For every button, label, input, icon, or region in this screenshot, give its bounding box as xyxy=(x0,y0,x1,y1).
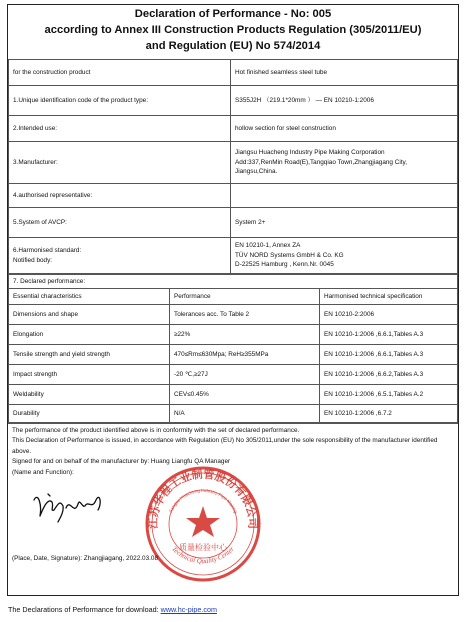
document-title xyxy=(8,5,458,59)
manufacturer-country: Jiangsu,China. xyxy=(235,168,278,176)
table-row xyxy=(9,365,458,385)
column-header: Performance xyxy=(170,289,320,305)
table-header-row xyxy=(9,289,458,305)
column-header: Harmonised technical specification xyxy=(320,289,458,305)
table-row xyxy=(9,86,458,116)
specification-cell: EN 10210-2:2006 xyxy=(320,305,458,325)
specification-cell: EN 10210-1:2006 ,6.6.1,Tables A.3 xyxy=(320,345,458,365)
stamp-ring-text: 江苏华程工业制管股份有限公司 xyxy=(146,467,260,529)
row-value xyxy=(231,238,458,274)
notified-body-address: D-22525 Hamburg , Kenn.Nr. 0045 xyxy=(235,261,334,269)
table-row xyxy=(9,405,458,423)
row-value xyxy=(231,184,458,208)
table-row xyxy=(9,208,458,238)
specification-cell: EN 10210-1:2006 ,6.6.2,Tables A.3 xyxy=(320,365,458,385)
row-value: hollow section for steel construction xyxy=(231,116,458,142)
handwritten-signature xyxy=(30,486,110,528)
characteristic-cell: Weldability xyxy=(9,385,170,405)
manufacturer-address: Add:337,RenMin Road(E),Tangqiao Town,Zhangjiagang City, xyxy=(235,158,408,166)
place-date-signature: (Place, Date, Signature): Zhangjiagang, 2022.03.08 xyxy=(12,555,159,562)
stamp-center-text: 质量检验中心 xyxy=(179,543,227,552)
table-row xyxy=(9,142,458,184)
row-value: Hot finished seamless steel tube xyxy=(231,60,458,86)
responsibility-statement: This Declaration of Performance is issued, in accordance with Regulation (EU) No 305/2011,under the sole responsibility of the manufacturer identified above. xyxy=(12,437,438,455)
row-value: System 2+ xyxy=(231,208,458,238)
product-info-table xyxy=(8,59,458,274)
row-label: for the construction product xyxy=(9,60,231,86)
stamp-english-ring-text: Jiangsu Huacheng Industry Pipe Making xyxy=(167,487,239,514)
star-icon xyxy=(186,506,220,537)
declaration-sheet xyxy=(7,4,459,596)
row-value: S355J2H （219.1*20mm ） — EN 10210-1:2006 xyxy=(231,86,458,116)
name-function-label: (Name and Function): xyxy=(12,468,74,476)
characteristic-cell: Elongation xyxy=(9,325,170,345)
specification-cell: EN 10210-1:2006 ,6.7.2 xyxy=(320,405,458,423)
signatory-line: Signed for and on behalf of the manufacturer by: Huang Liangfu QA Manager xyxy=(12,458,231,466)
title-line-3: and Regulation (EU) No 574/2014 xyxy=(145,40,321,52)
row-label: 3.Manufacturer: xyxy=(9,142,231,184)
table-row xyxy=(9,60,458,86)
row-label: 2.Intended use: xyxy=(9,116,231,142)
table-row xyxy=(9,184,458,208)
performance-cell: 470≤Rm≤630Mpa; ReH≥355MPa xyxy=(170,345,320,365)
title-line-1: Declaration of Performance - No: 005 xyxy=(134,8,332,20)
specification-cell: EN 10210-1:2006 ,6.6.1,Tables A.3 xyxy=(320,325,458,345)
manufacturer-name: Jiangsu Huacheng Industry Pipe Making Corporation xyxy=(235,149,385,157)
notified-body-label: Notified body: xyxy=(13,256,53,264)
performance-cell: CEV≤0.45% xyxy=(170,385,320,405)
performance-cell: -20 ℃,≥27J xyxy=(170,365,320,385)
characteristic-cell: Impact strength xyxy=(9,365,170,385)
performance-table xyxy=(8,274,458,423)
row-value xyxy=(231,142,458,184)
performance-cell: ≥22% xyxy=(170,325,320,345)
notified-body-name: TÜV NORD Systems GmbH & Co. KG xyxy=(235,251,344,259)
stamp-bottom-text: Technical Quality Center xyxy=(170,544,236,566)
characteristic-cell: Durability xyxy=(9,405,170,423)
footer-note xyxy=(8,605,217,614)
table-row xyxy=(9,275,458,289)
standard-value: EN 10210-1, Annex ZA xyxy=(235,242,301,250)
website-link[interactable]: www.hc-pipe.com xyxy=(160,605,217,614)
table-row xyxy=(9,305,458,325)
table-row xyxy=(9,116,458,142)
performance-cell: N/A xyxy=(170,405,320,423)
table-row xyxy=(9,325,458,345)
conformity-statement: The performance of the product identified above is in conformity with the set of declared performance. xyxy=(12,427,300,434)
performance-cell: Tolerances acc. To Table 2 xyxy=(170,305,320,325)
harmonised-standard-label: 6.Harmonised standard: xyxy=(13,247,82,254)
declared-performance-heading: 7. Declared performance: xyxy=(9,275,458,289)
declaration-block xyxy=(8,423,458,596)
table-row xyxy=(9,345,458,365)
specification-cell: EN 10210-1:2006 ,6.5.1,Tables A.2 xyxy=(320,385,458,405)
footer-text: The Declarations of Performance for download: xyxy=(8,605,161,614)
title-line-2: according to Annex III Construction Products Regulation (305/2011/EU) xyxy=(44,24,422,36)
row-label: 1.Unique identification code of the product type: xyxy=(9,86,231,116)
company-seal-stamp xyxy=(143,464,263,584)
table-row xyxy=(9,238,458,274)
characteristic-cell: Tensile strength and yield strength xyxy=(9,345,170,365)
row-label: 5.System of AVCP: xyxy=(9,208,231,238)
table-row xyxy=(9,385,458,405)
row-label xyxy=(9,238,231,274)
column-header: Essential characteristics xyxy=(9,289,170,305)
characteristic-cell: Dimensions and shape xyxy=(9,305,170,325)
row-label: 4.authorised representative: xyxy=(9,184,231,208)
